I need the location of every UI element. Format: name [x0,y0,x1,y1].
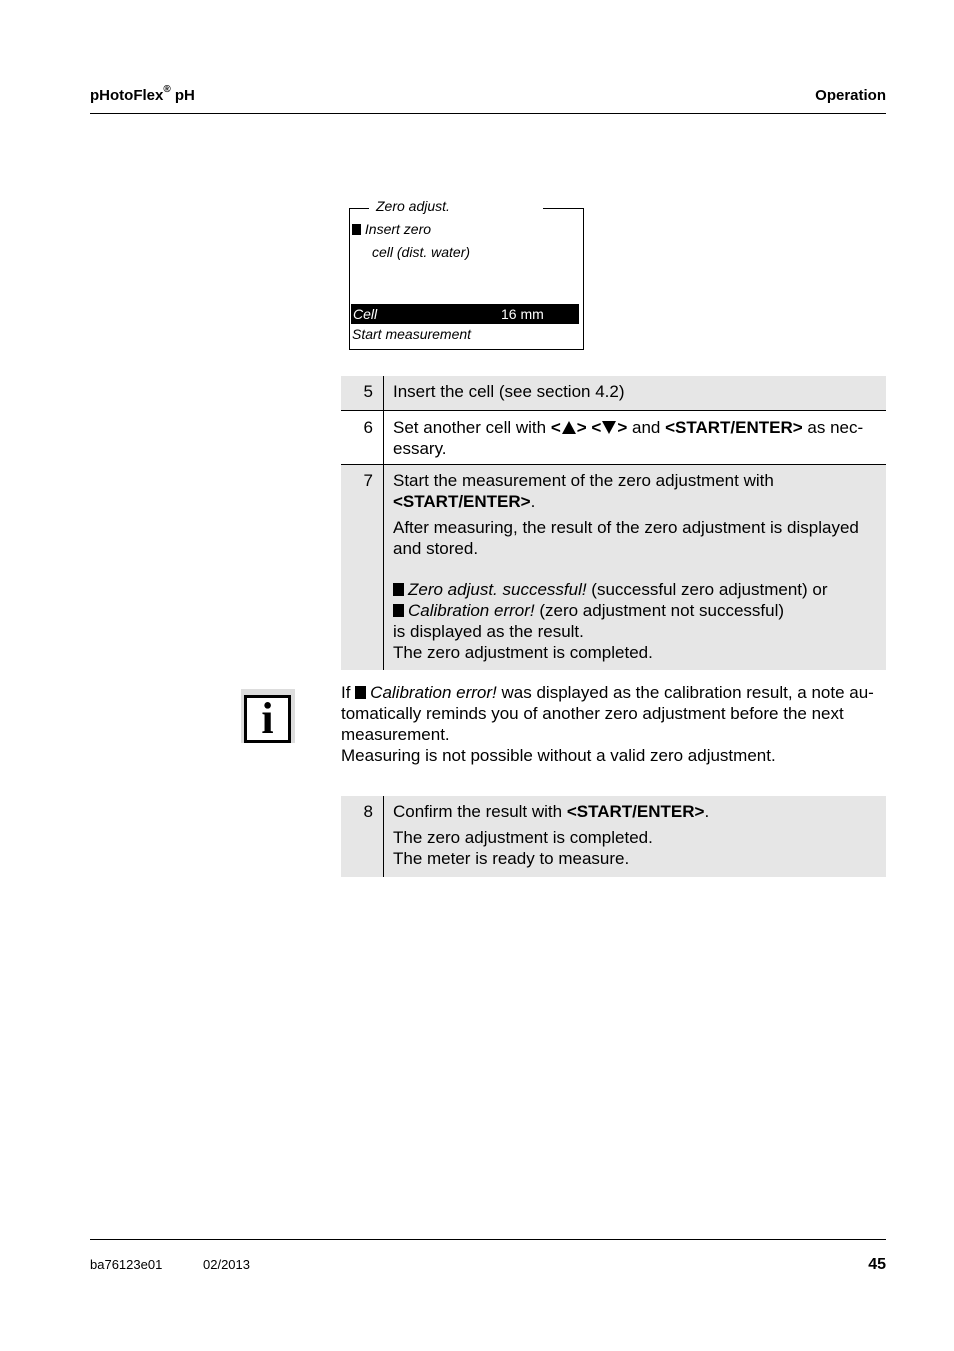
header-rule [90,113,886,114]
step-number: 5 [341,376,384,410]
steps-table-a [341,376,886,670]
display-line-2: cell (dist. water) [372,244,471,260]
steps-table-b [341,796,886,877]
cursor-square-icon [352,224,361,235]
step-number: 6 [341,411,384,464]
step-number: 7 [341,465,384,670]
display-title: Zero adjust. [376,198,450,214]
info-note: If Calibration error! was displayed as the calibration result, a note au-tomatically reminds you of another zero adjustment before the next measurement. Measuring is not possible without a valid zero adjustment. [341,683,874,765]
step-text: Set another cell with < > < > and <START/ENTER> as nec-essary. [393,418,864,458]
running-header-product: pHotoFlex® pH [90,84,195,104]
document-date: 02/2013 [203,1257,250,1272]
display-line-1: Insert zero [352,221,431,237]
highlight-value: 16 mm [501,306,544,322]
display-square-icon [355,686,366,699]
step-row [341,464,886,670]
step-number: 8 [341,796,384,877]
page-number: 45 [868,1256,886,1273]
footer-rule [90,1239,886,1240]
highlight-label: Cell [353,306,378,322]
display-square-icon [393,604,404,617]
running-header-section: Operation [815,87,886,104]
step-row [341,376,886,410]
step-row [341,796,886,877]
display-bottom-line: Start measurement [352,326,472,342]
document-id: ba76123e01 [90,1257,163,1272]
step-row [341,410,886,464]
display-highlight-bar [351,304,579,324]
step-text: Start the measurement of the zero adjustment with <START/ENTER>. After measuring, the result of the zero adjustment is displayed and stored. Zero adjust. successful! (successful zero adjustment) or Calibration error! (zero adjustment not successful) is displayed as the result. The zero adjustment is completed. [393,471,859,662]
display-square-icon [393,583,404,596]
arrow-up-key-icon [562,421,576,434]
step-text: Insert the cell (see section 4.2) [393,382,625,401]
step-text: Confirm the result with <START/ENTER>. The zero adjustment is completed. The meter is ready to measure. [393,802,710,868]
info-icon: i [241,689,295,743]
arrow-down-key-icon [602,421,616,434]
instrument-display [349,198,584,350]
